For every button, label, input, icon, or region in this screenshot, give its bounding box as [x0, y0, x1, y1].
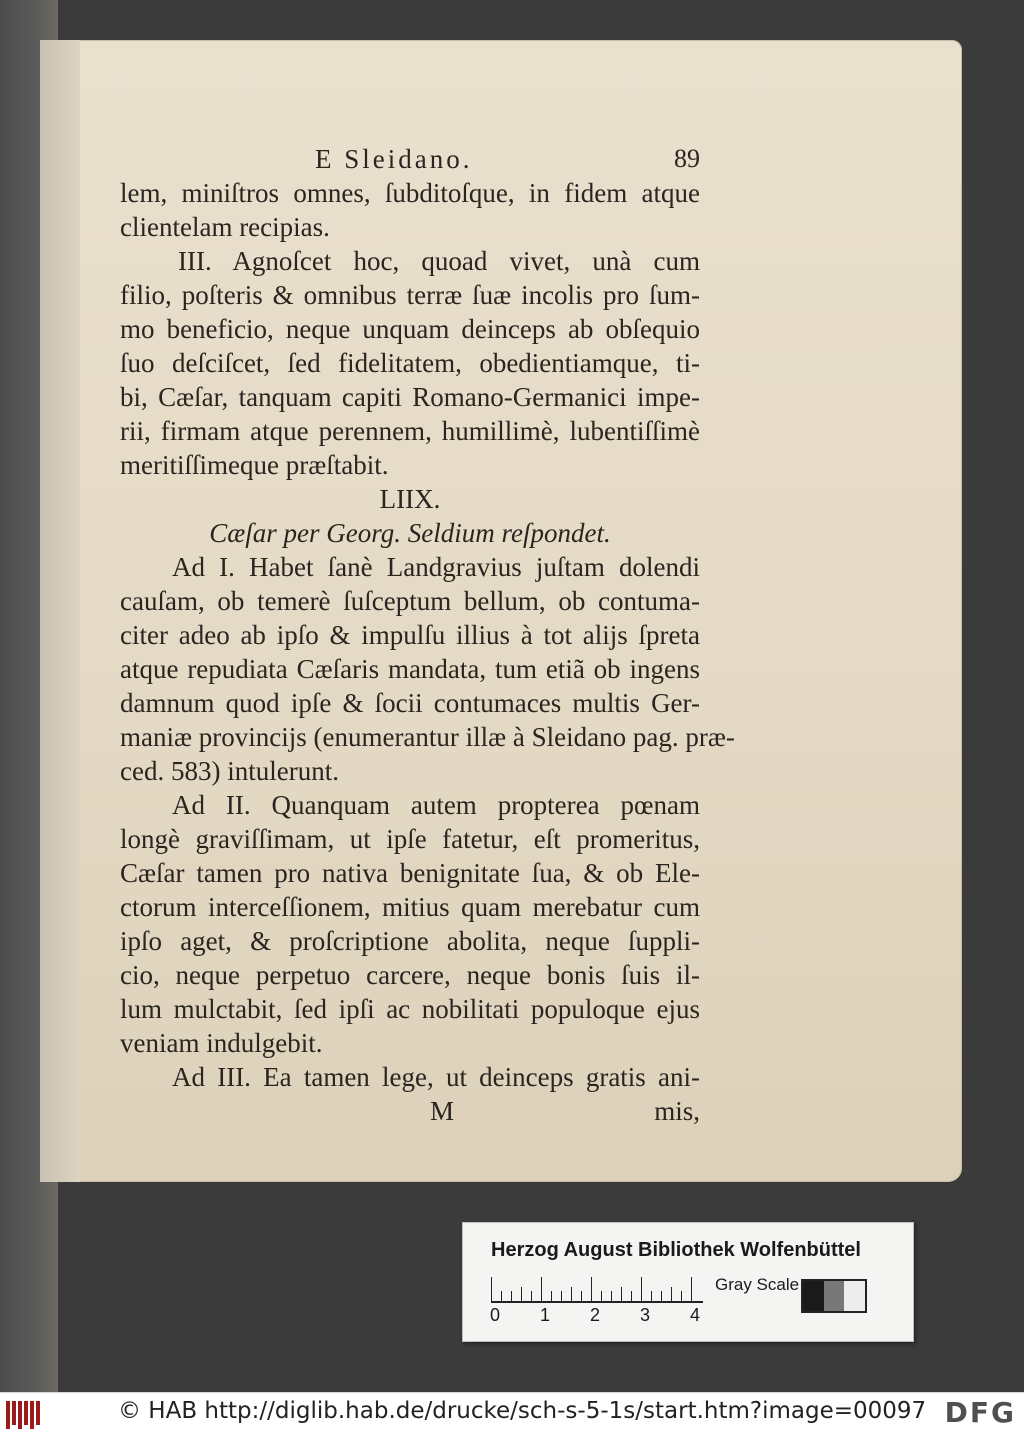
tick-label: 4 — [689, 1305, 700, 1325]
ruler-scale — [491, 1275, 703, 1303]
text-line: ipſo aget, & proſcriptione abolita, neque ſuppli- — [120, 926, 700, 956]
text-line: maniæ provincijs (enumerantur illæ à Sleidano pag. præ- — [120, 722, 735, 752]
text-line: III. Agnoſcet hoc, quoad vivet, unà cum — [178, 246, 700, 276]
hab-logo-icon — [6, 1401, 40, 1429]
text-line: cio, neque perpetuo carcere, neque bonis ſuis il- — [120, 960, 700, 990]
text-line: Ad II. Quanquam autem propterea pœnam — [172, 790, 700, 820]
text-line: rii, firmam atque perennem, humillimè, lubentiſſimè — [120, 416, 700, 446]
text-line: ced. 583) intulerunt. — [120, 756, 339, 786]
text-line: clientelam recipias. — [120, 212, 330, 242]
catchword: mis, — [654, 1096, 700, 1126]
text-line: citer adeo ab ipſo & impulſu illius à tot aliјs ſpreta — [120, 620, 700, 650]
text-line: ſuo deſciſcet, ſed fidelitatem, obedientiamque, ti- — [120, 348, 700, 378]
text-line: cauſam, ob temerè ſuſceptum bellum, ob contuma- — [120, 586, 700, 616]
signature-mark: M — [430, 1096, 455, 1126]
running-head: E Sleidano. — [315, 144, 473, 174]
text-line: veniam indulgebit. — [120, 1028, 323, 1058]
text-line: atque repudiata Cæſaris mandata, tum etiã ob ingens — [120, 654, 700, 684]
text-line: mo beneficio, neque unquam deinceps ab obſequio — [120, 314, 700, 344]
text-line: lem, miniſtros omnes, ſubditoſque, in fidem atque — [120, 178, 700, 208]
section-number: LIIX. — [379, 484, 441, 514]
tick-label: 1 — [539, 1305, 550, 1325]
text-line: damnum quod ipſe & ſocii contumaces multis Ger- — [120, 688, 700, 718]
running-header — [120, 142, 700, 176]
text-line: bi, Cæſar, tanquam capiti Romano-Germanici impe- — [120, 382, 700, 412]
dfg-logo: DFG — [944, 1396, 1016, 1429]
text-line: longè graviſſimam, ut ipſe fatetur, eſt promeritus, — [120, 824, 700, 854]
tick-label: 0 — [489, 1305, 500, 1325]
text-line: Ad III. Ea tamen lege, ut deinceps gratis ani- — [172, 1062, 700, 1092]
text-line: meritiſſimeque præſtabit. — [120, 450, 389, 480]
signature-line — [120, 1094, 700, 1128]
library-color-target — [462, 1222, 914, 1342]
copyright-url[interactable]: © HAB http://diglib.hab.de/drucke/sch-s-5-1s/start.htm?image=00097 — [118, 1398, 927, 1424]
page-gutter — [40, 40, 80, 1182]
tick-label: 2 — [589, 1305, 600, 1325]
text-line: filio, poſteris & omnibus terræ ſuæ incolis pro ſum- — [120, 280, 700, 310]
gray-scale-label: Gray Scale — [715, 1275, 800, 1294]
text-line: lum mulctabit, ſed ipſi ac nobilitati populoque ejus — [120, 994, 700, 1024]
text-line: ctorum interceſſionem, mitius quam merebatur cum — [120, 892, 700, 922]
library-name: Herzog August Bibliothek Wolfenbüttel — [491, 1239, 861, 1261]
section-heading: Cæſar per Georg. Seldium reſpondet. — [209, 518, 611, 548]
viewer-footer — [0, 1392, 1024, 1434]
page-number: 89 — [674, 144, 700, 173]
text-line: Cæſar tamen pro nativa benignitate ſua, & ob Ele- — [120, 858, 700, 888]
page-text — [120, 142, 735, 1128]
text-line: Ad I. Habet ſanè Landgravius juſtam dolendi — [172, 552, 700, 582]
gray-scale-swatches — [801, 1279, 867, 1313]
tick-label: 3 — [639, 1305, 650, 1325]
